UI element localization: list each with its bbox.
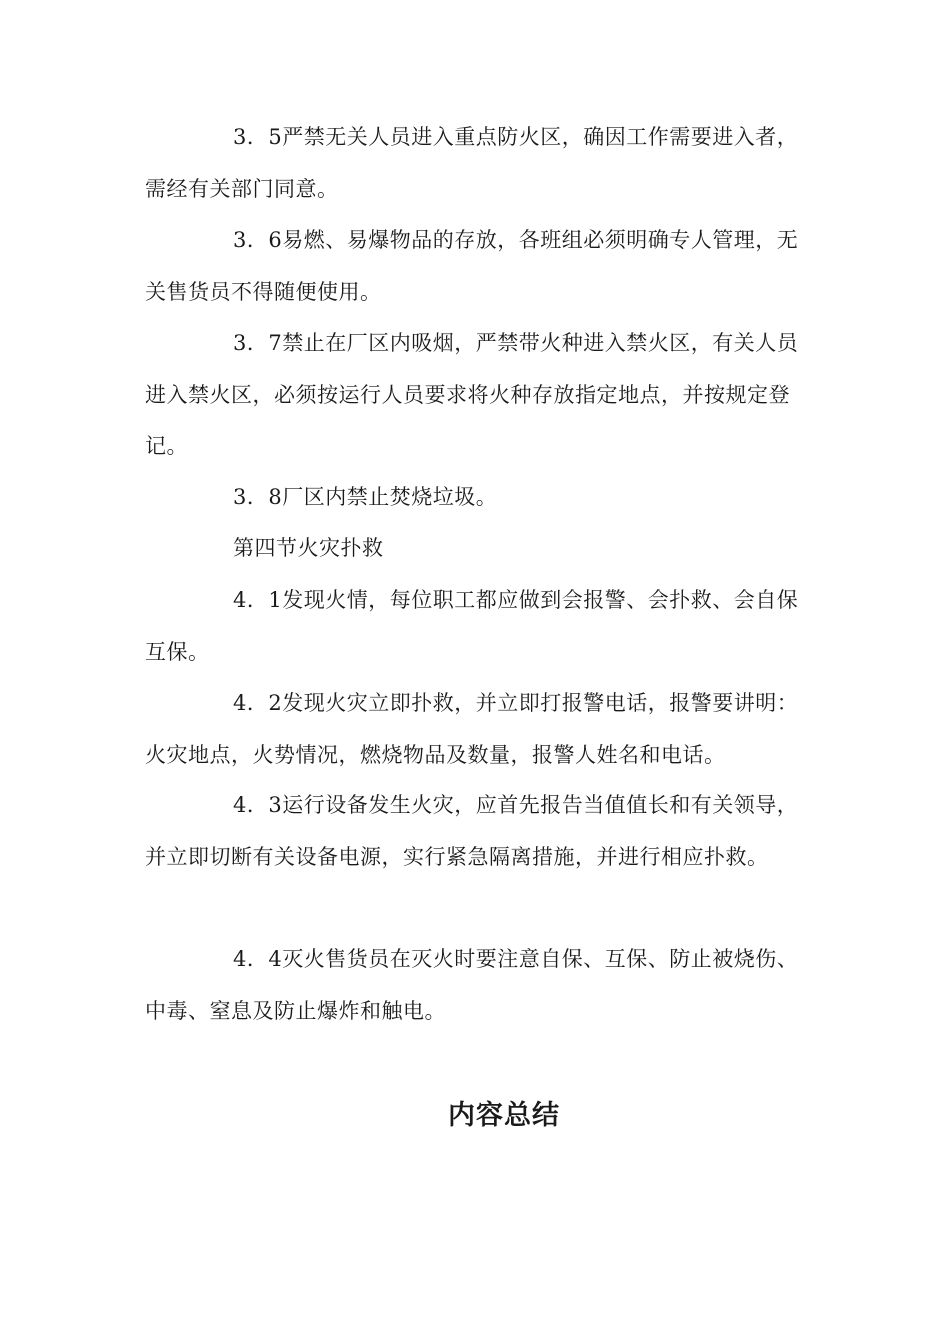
paragraph-3-8: 3．8厂区内禁止焚烧垃圾。 xyxy=(233,485,498,509)
paragraph-3-6: 3．6易燃、易爆物品的存放，各班组必须明确专人管理，无关售货员不得随便使用。 xyxy=(145,228,799,304)
paragraph-4-1: 4．1发现火情，每位职工都应做到会报警、会扑救、会自保互保。 xyxy=(145,588,799,664)
paragraph-4-2: 4．2发现火灾立即扑救，并立即打报警电话，报警要讲明：火灾地点，火势情况，燃烧物品及数量，报警人姓名和电话。 xyxy=(145,691,799,767)
paragraph-4-3: 4．3运行设备发生火灾，应首先报告当值值长和有关领导，并立即切断有关设备电源，实行紧急隔离措施，并进行相应扑救。 xyxy=(145,793,799,869)
summary-title: 内容总结 xyxy=(448,1100,560,1131)
paragraph-3-7: 3．7禁止在厂区内吸烟，严禁带火种进入禁火区，有关人员进入禁火区，必须按运行人员要求将火种存放指定地点，并按规定登记。 xyxy=(145,331,799,458)
paragraph-3-5: 3．5严禁无关人员进入重点防火区，确因工作需要进入者，需经有关部门同意。 xyxy=(145,125,799,201)
section-heading: 第四节火灾扑救 xyxy=(233,536,384,560)
paragraph-4-4: 4．4灭火售货员在灭火时要注意自保、互保、防止被烧伤、中毒、窒息及防止爆炸和触电。 xyxy=(145,947,799,1023)
